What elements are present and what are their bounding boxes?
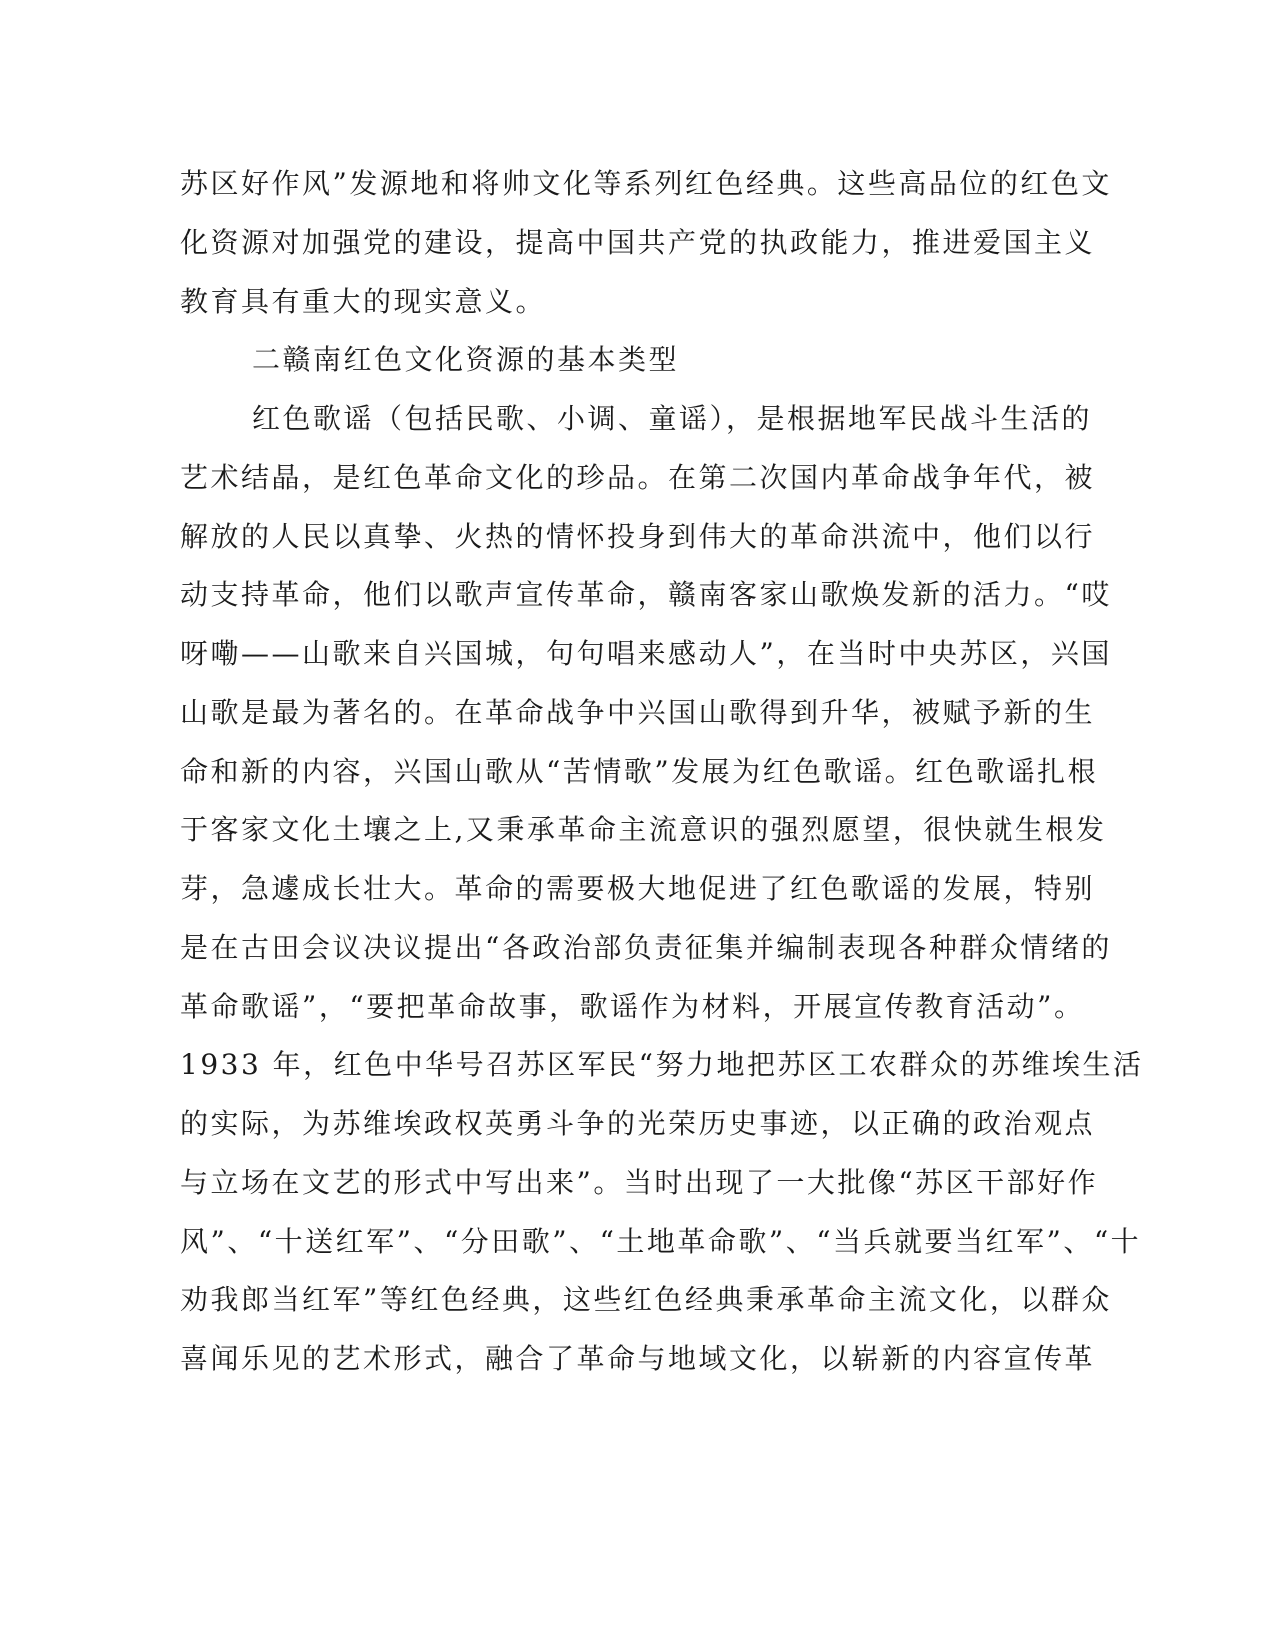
text-line: 劝我郎当红军”等红色经典，这些红色经典秉承革命主流文化，以群众	[180, 1283, 1112, 1316]
text-line: 命和新的内容，兴国山歌从“苦情歌”发展为红色歌谣。红色歌谣扎根	[180, 755, 1099, 788]
text-line: 苏区好作风”发源地和将帅文化等系列红色经典。这些高品位的红色文	[180, 167, 1112, 200]
text-line: 呀嘞——山歌来自兴国城，句句唱来感动人”，在当时中央苏区，兴国	[180, 637, 1112, 670]
text-line: 于客家文化土壤之上,又秉承革命主流意识的强烈愿望，很快就生根发	[180, 813, 1107, 846]
text-line: 动支持革命，他们以歌声宣传革命，赣南客家山歌焕发新的活力。“哎	[180, 578, 1112, 611]
text-line: 山歌是最为著名的。在革命战争中兴国山歌得到升华，被赋予新的生	[180, 696, 1096, 729]
section-heading: 二赣南红色文化资源的基本类型	[252, 343, 680, 376]
text-line: 革命歌谣”，“要把革命故事，歌谣作为材料，开展宣传教育活动”。	[180, 990, 1085, 1023]
text-line: 红色歌谣（包括民歌、小调、童谣），是根据地军民战斗生活的	[252, 402, 1093, 435]
text-line: 风”、“十送红军”、“分田歌”、“土地革命歌”、“当兵就要当红军”、“十	[180, 1225, 1142, 1258]
text-line: 解放的人民以真挚、火热的情怀投身到伟大的革命洪流中，他们以行	[180, 520, 1096, 553]
text-line: 芽，急遽成长壮大。革命的需要极大地促进了红色歌谣的发展，特别	[180, 872, 1096, 905]
text-line: 是在古田会议决议提出“各政治部负责征集并编制表现各种群众情绪的	[180, 931, 1112, 964]
text-line: 1933 年，红色中华号召苏区军民“努力地把苏区工农群众的苏维埃生活	[180, 1048, 1144, 1081]
text-line: 化资源对加强党的建设，提高中国共产党的执政能力，推进爱国主义	[180, 226, 1096, 259]
text-line: 喜闻乐见的艺术形式，融合了革命与地域文化，以崭新的内容宣传革	[180, 1342, 1096, 1375]
text-line: 艺术结晶，是红色革命文化的珍品。在第二次国内革命战争年代，被	[180, 461, 1096, 494]
text-line: 与立场在文艺的形式中写出来”。当时出现了一大批像“苏区干部好作	[180, 1166, 1099, 1199]
text-line: 教育具有重大的现实意义。	[180, 285, 547, 318]
text-line: 的实际，为苏维埃政权英勇斗争的光荣历史事迹，以正确的政治观点	[180, 1107, 1096, 1140]
